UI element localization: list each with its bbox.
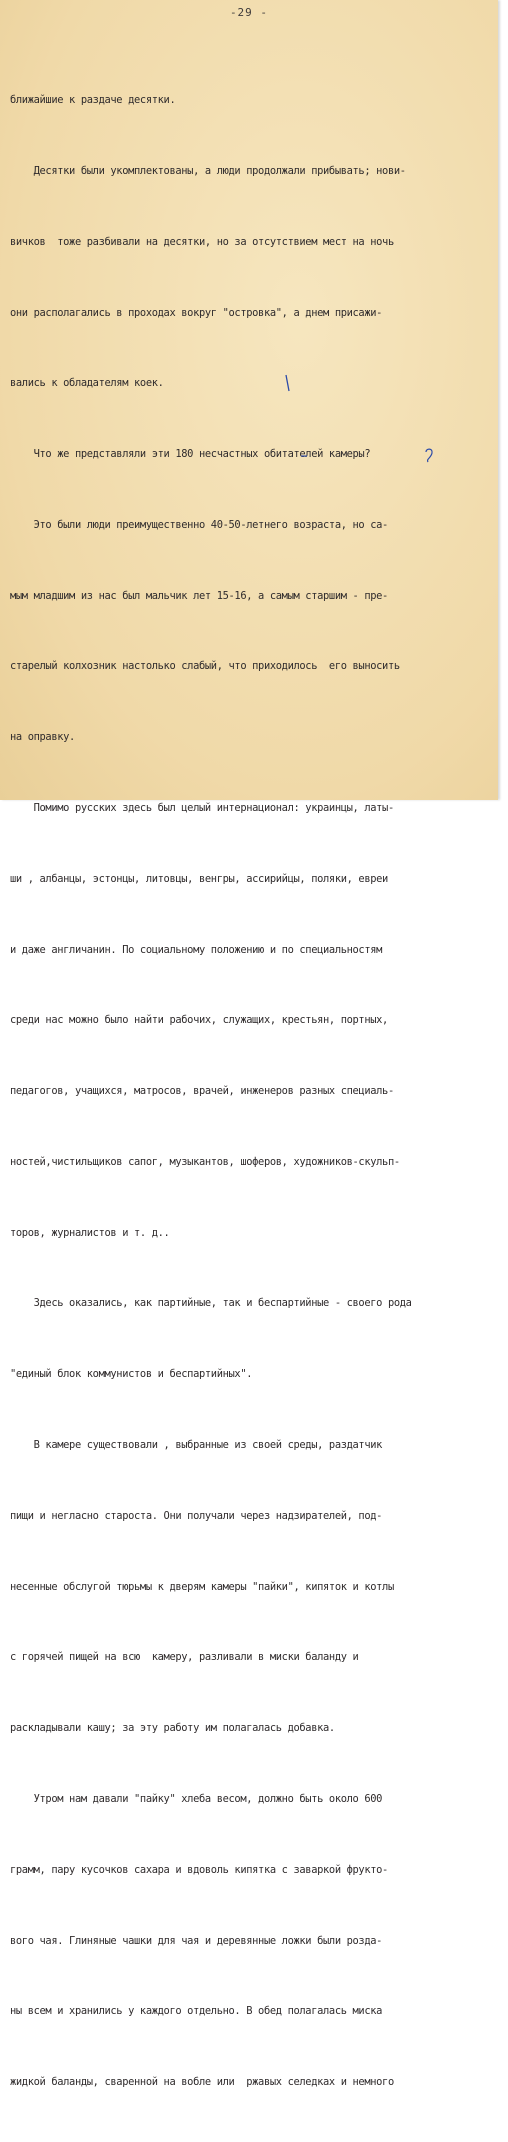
text-line: Здесь оказались, как партийные, так и беспартийные - своего рода	[10, 1297, 412, 1310]
text-line: раскладывали кашу; за эту работу им полагалась добавка.	[10, 1722, 335, 1735]
text-line: педагогов, учащихся, матросов, врачей, инженеров разных специаль-	[10, 1085, 394, 1098]
text-line: пищи и негласно староста. Они получали через надзирателей, под-	[10, 1509, 383, 1522]
ink-correction-mark	[300, 452, 308, 460]
text-line: старелый колхозник настолько слабый, что приходилось его выносить	[10, 660, 400, 673]
text-line: и даже англичанин. По социальному положению и по специальностям	[10, 943, 383, 956]
text-line: торов, журналистов и т. д..	[10, 1226, 170, 1239]
text-line: ближайшие к раздаче десятки.	[10, 94, 176, 107]
page-text	[10, 42, 490, 2142]
text-line: Десятки были укомплектованы, а люди продолжали прибывать; нови-	[10, 164, 406, 177]
text-line: ностей,чистильщиков сапог, музыкантов, шоферов, художников-скульп-	[10, 1155, 400, 1168]
text-line: несенные обслугой тюрьмы к дверям камеры "пайки", кипяток и котлы	[10, 1580, 394, 1593]
text-line: жидкой баланды, сваренной на вобле или ржавых селедках и немного	[10, 2076, 394, 2089]
text-line: "единый блок коммунистов и беспартийных".	[10, 1368, 253, 1381]
text-line: на оправку.	[10, 731, 75, 744]
text-line: вались к обладателям коек.	[10, 377, 164, 390]
text-line: Помимо русских здесь был целый интернационал: украинцы, латы-	[10, 802, 394, 814]
text-line: ны всем и хранились у каждого отдельно. В обед полагалась миска	[10, 2005, 383, 2018]
text-line: Это были люди преимущественно 40-50-летнего возраста, но са-	[10, 518, 388, 531]
ink-correction-mark	[423, 447, 435, 463]
text-line: вичков тоже разбивали на десятки, но за отсутствием мест на ночь	[10, 235, 394, 248]
text-line: с горячей пищей на всю камеру, разливали в миски баланду и	[10, 1651, 359, 1664]
text-line: грамм, пару кусочков сахара и вдоволь кипятка с заваркой фрукто-	[10, 1863, 388, 1876]
text-line: среди нас можно было найти рабочих, служащих, крестьян, портных,	[10, 1014, 388, 1027]
text-line: В камере существовали , выбранные из своей среды, раздатчик	[10, 1439, 383, 1452]
text-line: они располагались в проходах вокруг "островка", а днем присажи-	[10, 306, 383, 319]
text-line: мым младшим из нас был мальчик лет 15-16, а самым старшим - пре-	[10, 589, 388, 602]
text-line: ши , албанцы, эстонцы, литовцы, венгры, ассирийцы, поляки, евреи	[10, 872, 388, 885]
text-line: Что же представляли эти 180 несчастных обитателей камеры?	[10, 448, 371, 461]
text-line: вого чая. Глиняные чашки для чая и деревянные ложки были розда-	[10, 1934, 383, 1947]
page-number: -29 -	[229, 6, 269, 19]
ink-correction-mark	[283, 373, 293, 393]
text-line: Утром нам давали "пайку" хлеба весом, должно быть около 600	[10, 1792, 383, 1805]
